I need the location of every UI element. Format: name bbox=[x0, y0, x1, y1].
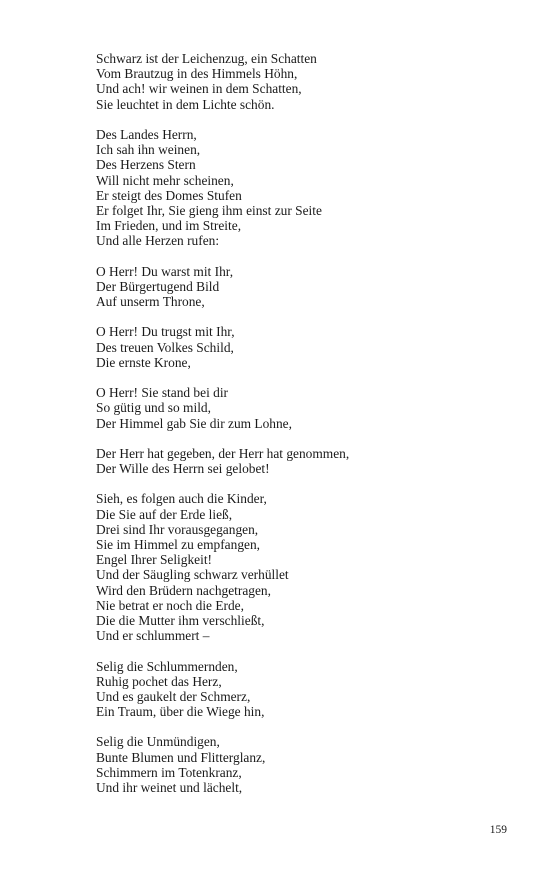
verse-line: Auf unserm Throne, bbox=[96, 294, 205, 309]
verse-line: Drei sind Ihr vorausgegangen, bbox=[96, 521, 259, 537]
verse-line: Vom Brautzug in des Himmels Höhn, bbox=[96, 66, 298, 82]
verse-line: Sieh, es folgen auch die Kinder, bbox=[96, 491, 267, 507]
verse-line: Nie betrat er noch die Erde, bbox=[96, 597, 244, 613]
verse-line: Und ihr weinet und lächelt, bbox=[96, 780, 243, 795]
verse-line: Selig die Unmündigen, bbox=[96, 734, 220, 750]
verse-line: Ruhig pochet das Herz, bbox=[96, 673, 222, 689]
poem-text bbox=[96, 51, 516, 810]
verse-line: Und er schlummert – bbox=[96, 628, 210, 644]
verse-line: Die Sie auf der Erde ließ, bbox=[96, 506, 233, 522]
verse-line: Die ernste Krone, bbox=[96, 354, 191, 370]
stanza bbox=[96, 734, 516, 795]
verse-line: Und es gaukelt der Schmerz, bbox=[96, 688, 251, 704]
verse-line: Der Wille des Herrn sei gelobet! bbox=[96, 461, 270, 477]
verse-line: Der Himmel gab Sie dir zum Lohne, bbox=[96, 415, 292, 431]
verse-line: Selig die Schlummernden, bbox=[96, 658, 238, 674]
stanza bbox=[96, 127, 516, 249]
verse-line: Und der Säugling schwarz verhüllet bbox=[96, 567, 289, 583]
page-number: 159 bbox=[489, 824, 507, 836]
verse-line: Engel Ihrer Seligkeit! bbox=[96, 552, 213, 568]
verse-line: O Herr! Sie stand bei dir bbox=[96, 385, 229, 401]
verse-line: Schimmern im Totenkranz, bbox=[96, 764, 242, 780]
stanza bbox=[96, 491, 516, 643]
verse-line: Ein Traum, über die Wiege hin, bbox=[96, 704, 265, 720]
stanza bbox=[96, 385, 516, 431]
verse-line: O Herr! Du trugst mit Ihr, bbox=[96, 324, 235, 340]
stanza bbox=[96, 264, 516, 310]
verse-line: O Herr! Du warst mit Ihr, bbox=[96, 263, 234, 279]
verse-line: Wird den Brüdern nachgetragen, bbox=[96, 582, 271, 598]
verse-line: Sie leuchtet in dem Lichte schön. bbox=[96, 96, 275, 112]
verse-line: Er steigt des Domes Stufen bbox=[96, 187, 242, 203]
verse-line: Sie im Himmel zu empfangen, bbox=[96, 537, 260, 552]
verse-line: Des treuen Volkes Schild, bbox=[96, 339, 234, 355]
stanza bbox=[96, 324, 516, 370]
verse-line: Er folget Ihr, Sie gieng ihm einst zur Seite bbox=[96, 202, 322, 218]
verse-line: Und ach! wir weinen in dem Schatten, bbox=[96, 81, 302, 97]
verse-line: So gütig und so mild, bbox=[96, 400, 211, 416]
verse-line: Schwarz ist der Leichenzug, ein Schatten bbox=[96, 51, 317, 66]
verse-line: Ich sah ihn weinen, bbox=[96, 142, 201, 158]
verse-line: Im Frieden, und im Streite, bbox=[96, 218, 242, 234]
stanza bbox=[96, 51, 516, 112]
stanza bbox=[96, 659, 516, 720]
verse-line: Die die Mutter ihm verschließt, bbox=[96, 612, 265, 628]
verse-line: Des Landes Herrn, bbox=[96, 126, 197, 142]
verse-line: Will nicht mehr scheinen, bbox=[96, 172, 234, 188]
stanza bbox=[96, 446, 516, 476]
verse-line: Bunte Blumen und Flitterglanz, bbox=[96, 749, 266, 765]
verse-line: Der Bürgertugend Bild bbox=[96, 278, 220, 294]
verse-line: Der Herr hat gegeben, der Herr hat genommen, bbox=[96, 445, 350, 461]
verse-line: Und alle Herzen rufen: bbox=[96, 233, 220, 249]
verse-line: Des Herzens Stern bbox=[96, 157, 196, 173]
